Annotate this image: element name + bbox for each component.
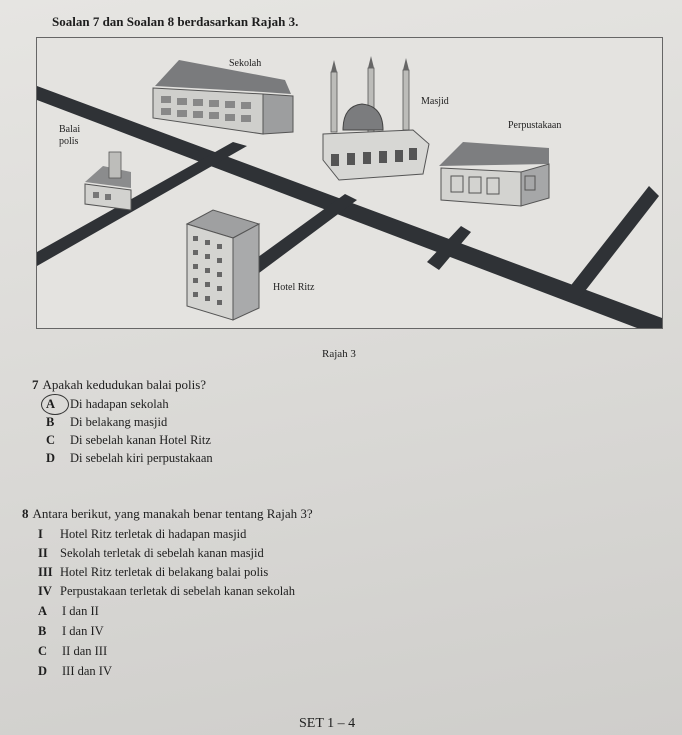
question-8-number: 8 [22, 506, 29, 521]
q8-option-d-text: III dan IV [62, 664, 112, 678]
label-balai-polis-line2: polis [59, 136, 79, 147]
q8-option-c-text: II dan III [62, 644, 108, 658]
map-illustration [37, 38, 662, 328]
q8-option-d-letter: D [38, 664, 48, 678]
q8-statement-4-numeral: IV [38, 584, 52, 598]
q8-statement-4-text: Perpustakaan terletak di sebelah kanan sekolah [60, 584, 295, 598]
q8-statement-3-numeral: III [38, 565, 53, 579]
q7-option-c-text: Di sebelah kanan Hotel Ritz [70, 433, 211, 447]
figure-caption: Rajah 3 [322, 348, 356, 360]
q7-option-a-letter: A [46, 397, 56, 411]
q8-option-c-letter: C [38, 644, 48, 658]
question-8 [22, 506, 313, 522]
q8-statement-2-text: Sekolah terletak di sebelah kanan masjid [60, 546, 264, 560]
label-masjid: Masjid [421, 96, 449, 107]
intro-text: Soalan 7 dan Soalan 8 berdasarkan Rajah 3. [52, 14, 299, 29]
q7-option-d-letter: D [46, 451, 56, 465]
q7-option-b-letter: B [46, 415, 55, 429]
q8-statement-1-text: Hotel Ritz terletak di hadapan masjid [60, 527, 247, 541]
school-building-icon [153, 60, 293, 134]
cross-road-far-right [561, 186, 659, 304]
question-7-text: Apakah kedudukan balai polis? [42, 377, 207, 392]
q8-statement-2 [38, 546, 264, 561]
label-balai-polis [59, 124, 80, 148]
map-figure [36, 37, 663, 329]
label-sekolah: Sekolah [229, 58, 262, 69]
q7-option-a-text: Di hadapan sekolah [70, 397, 169, 411]
q8-option-a-letter: A [38, 604, 48, 618]
q8-option-b[interactable] [38, 624, 104, 639]
q8-option-b-letter: B [38, 624, 47, 638]
label-perpustakaan: Perpustakaan [508, 120, 562, 131]
q7-option-c-letter: C [46, 433, 56, 447]
q8-option-b-text: I dan IV [62, 624, 104, 638]
police-station-icon [85, 152, 131, 210]
q8-option-a-text: I dan II [62, 604, 99, 618]
q8-option-a[interactable] [38, 604, 99, 619]
question-7-number: 7 [32, 377, 39, 392]
q7-option-c[interactable] [46, 433, 211, 448]
q7-option-d-text: Di sebelah kiri perpustakaan [70, 451, 213, 465]
mosque-building-icon [323, 56, 429, 180]
q8-statement-4 [38, 584, 295, 599]
q8-statement-3-text: Hotel Ritz terletak di belakang balai polis [60, 565, 269, 579]
q7-option-b-text: Di belakang masjid [70, 415, 168, 429]
q8-statement-2-numeral: II [38, 546, 48, 560]
question-8-text: Antara berikut, yang manakah benar tentang Rajah 3? [32, 506, 313, 521]
q8-statement-3 [38, 565, 268, 580]
label-hotel-ritz: Hotel Ritz [273, 282, 315, 293]
q7-option-b[interactable] [46, 415, 167, 430]
q8-option-c[interactable] [38, 644, 107, 659]
label-balai-polis-line1: Balai [59, 124, 81, 135]
cross-road-middle [243, 194, 357, 276]
q7-option-a[interactable] [46, 397, 169, 412]
page-footer: SET 1 – 4 [299, 716, 356, 731]
q8-statement-1-numeral: I [38, 527, 43, 541]
q7-option-d[interactable] [46, 451, 213, 466]
question-7 [32, 377, 206, 393]
q8-statement-1 [38, 527, 246, 542]
q8-option-d[interactable] [38, 664, 112, 679]
hotel-building-icon [187, 210, 259, 320]
library-building-icon [439, 142, 549, 206]
